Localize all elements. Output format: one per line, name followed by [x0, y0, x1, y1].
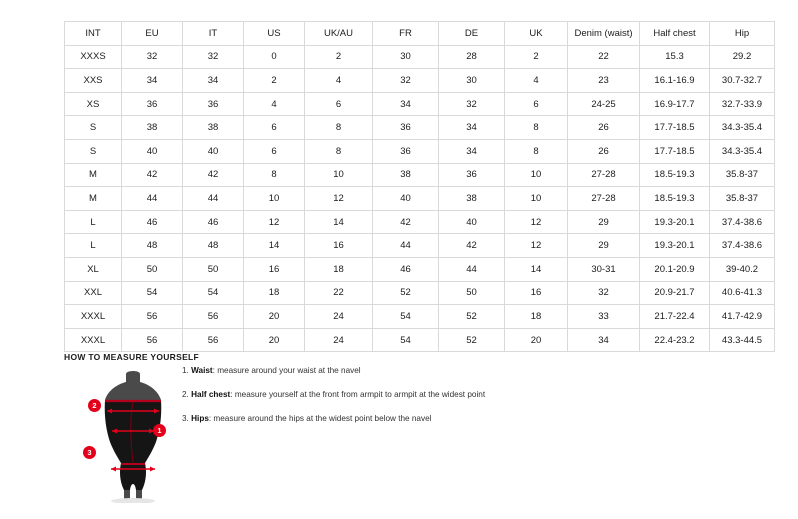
column-header-hip: Hip	[710, 22, 775, 46]
cell: 8	[305, 139, 373, 163]
cell: 34.3-35.4	[710, 139, 775, 163]
cell: 42	[373, 210, 439, 234]
cell: 17.7-18.5	[640, 139, 710, 163]
cell: 19.3-20.1	[640, 234, 710, 258]
cell: 29.2	[710, 45, 775, 69]
cell: 8	[244, 163, 305, 187]
size-chart-table	[64, 21, 775, 352]
cell: 36	[439, 163, 505, 187]
cell: XXXL	[65, 328, 122, 352]
marker-1: 1	[153, 424, 166, 437]
column-header-it: IT	[183, 22, 244, 46]
column-header-int: INT	[65, 22, 122, 46]
cell: 18	[505, 305, 568, 329]
cell: 34	[122, 69, 183, 93]
cell: 12	[505, 234, 568, 258]
cell: 34	[439, 116, 505, 140]
column-header-half-chest: Half chest	[640, 22, 710, 46]
cell: 30	[373, 45, 439, 69]
marker-2: 2	[88, 399, 101, 412]
mannequin-hips	[120, 463, 146, 490]
cell: 20.9-21.7	[640, 281, 710, 305]
cell: 22	[305, 281, 373, 305]
cell: 18.5-19.3	[640, 187, 710, 211]
cell: 29	[568, 210, 640, 234]
cell: M	[65, 187, 122, 211]
cell: 41.7-42.9	[710, 305, 775, 329]
cell: 36	[373, 116, 439, 140]
cell: 42	[122, 163, 183, 187]
table-header	[65, 22, 775, 46]
cell: 27-28	[568, 187, 640, 211]
cell: 22.4-23.2	[640, 328, 710, 352]
cell: 6	[244, 139, 305, 163]
note-term: Hips	[191, 413, 209, 423]
size-chart-table-wrapper	[64, 21, 763, 352]
table-row	[65, 116, 775, 140]
cell: 21.7-22.4	[640, 305, 710, 329]
cell: 38	[373, 163, 439, 187]
column-header-denim-waist: Denim (waist)	[568, 22, 640, 46]
column-header-us: US	[244, 22, 305, 46]
cell: 44	[183, 187, 244, 211]
cell: 8	[505, 116, 568, 140]
cell: XXS	[65, 69, 122, 93]
column-header-de: DE	[439, 22, 505, 46]
cell: 40	[439, 210, 505, 234]
cell: 34.3-35.4	[710, 116, 775, 140]
cell: 54	[373, 305, 439, 329]
cell: XS	[65, 92, 122, 116]
cell: 50	[439, 281, 505, 305]
cell: 23	[568, 69, 640, 93]
cell: 32.7-33.9	[710, 92, 775, 116]
cell: 22	[568, 45, 640, 69]
column-header-eu: EU	[122, 22, 183, 46]
table-row	[65, 257, 775, 281]
cell: 32	[183, 45, 244, 69]
cell: 19.3-20.1	[640, 210, 710, 234]
cell: 38	[122, 116, 183, 140]
table-row	[65, 69, 775, 93]
cell: 10	[305, 163, 373, 187]
cell: 14	[244, 234, 305, 258]
mannequin-shoulders	[105, 371, 161, 400]
table-row	[65, 92, 775, 116]
how-to-measure-title: HOW TO MEASURE YOURSELF	[64, 352, 200, 362]
cell: 16	[244, 257, 305, 281]
cell: 26	[568, 116, 640, 140]
cell: XXL	[65, 281, 122, 305]
cell: 34	[439, 139, 505, 163]
table-row	[65, 45, 775, 69]
measure-note-half-chest	[182, 390, 582, 400]
cell: 40	[122, 139, 183, 163]
note-term: Waist	[191, 366, 213, 375]
cell: 12	[305, 187, 373, 211]
cell: 39-40.2	[710, 257, 775, 281]
cell: 40	[373, 187, 439, 211]
cell: 30	[439, 69, 505, 93]
note-text: : measure around the hips at the widest point below the navel	[208, 413, 432, 423]
cell: 18	[305, 257, 373, 281]
cell: 44	[439, 257, 505, 281]
cell: S	[65, 116, 122, 140]
cell: 32	[122, 45, 183, 69]
cell: 37.4-38.6	[710, 234, 775, 258]
cell: 16.9-17.7	[640, 92, 710, 116]
cell: 20	[244, 328, 305, 352]
table-body	[65, 45, 775, 352]
cell: 10	[505, 187, 568, 211]
cell: 48	[183, 234, 244, 258]
note-index: 3.	[182, 413, 189, 423]
cell: 10	[505, 163, 568, 187]
cell: 30-31	[568, 257, 640, 281]
table-row	[65, 163, 775, 187]
cell: 20	[244, 305, 305, 329]
column-header-fr: FR	[373, 22, 439, 46]
cell: L	[65, 234, 122, 258]
cell: XXXS	[65, 45, 122, 69]
cell: 14	[305, 210, 373, 234]
cell: 52	[439, 305, 505, 329]
note-text: : measure around your waist at the navel	[212, 366, 361, 375]
cell: 42	[439, 234, 505, 258]
figure-shadow	[111, 498, 155, 503]
cell: 40.6-41.3	[710, 281, 775, 305]
cell: 27-28	[568, 163, 640, 187]
cell: 50	[122, 257, 183, 281]
note-index: 2.	[182, 389, 189, 399]
note-term: Half chest	[191, 389, 231, 399]
cell: 29	[568, 234, 640, 258]
cell: 6	[244, 116, 305, 140]
cell: 12	[505, 210, 568, 234]
cell: 34	[183, 69, 244, 93]
cell: 30.7-32.7	[710, 69, 775, 93]
cell: M	[65, 163, 122, 187]
measure-note-waist	[182, 366, 582, 376]
cell: 43.3-44.5	[710, 328, 775, 352]
cell: 24-25	[568, 92, 640, 116]
cell: 36	[373, 139, 439, 163]
cell: XXXL	[65, 305, 122, 329]
mannequin-illustration	[78, 368, 193, 503]
cell: 34	[373, 92, 439, 116]
cell: 18	[244, 281, 305, 305]
cell: 20	[505, 328, 568, 352]
cell: 42	[183, 163, 244, 187]
cell: 35.8-37	[710, 187, 775, 211]
cell: 38	[183, 116, 244, 140]
table-row	[65, 187, 775, 211]
cell: 52	[373, 281, 439, 305]
cell: 36	[183, 92, 244, 116]
cell: S	[65, 139, 122, 163]
cell: 56	[183, 305, 244, 329]
cell: 28	[439, 45, 505, 69]
cell: 32	[373, 69, 439, 93]
cell: 6	[305, 92, 373, 116]
cell: 17.7-18.5	[640, 116, 710, 140]
table-row	[65, 328, 775, 352]
cell: 4	[305, 69, 373, 93]
table-row	[65, 139, 775, 163]
cell: 8	[505, 139, 568, 163]
table-row	[65, 305, 775, 329]
cell: 4	[244, 92, 305, 116]
cell: 16.1-16.9	[640, 69, 710, 93]
column-header-uk-au: UK/AU	[305, 22, 373, 46]
cell: 46	[183, 210, 244, 234]
cell: 56	[122, 305, 183, 329]
cell: 56	[122, 328, 183, 352]
cell: 14	[505, 257, 568, 281]
table-row	[65, 234, 775, 258]
cell: 2	[244, 69, 305, 93]
cell: 4	[505, 69, 568, 93]
cell: 44	[373, 234, 439, 258]
cell: 46	[122, 210, 183, 234]
cell: 18.5-19.3	[640, 163, 710, 187]
cell: 24	[305, 305, 373, 329]
cell: 26	[568, 139, 640, 163]
cell: 32	[568, 281, 640, 305]
cell: 40	[183, 139, 244, 163]
measure-note-hips	[182, 414, 582, 424]
cell: 35.8-37	[710, 163, 775, 187]
cell: 46	[373, 257, 439, 281]
measure-notes	[182, 366, 582, 438]
table-row	[65, 210, 775, 234]
cell: L	[65, 210, 122, 234]
cell: 15.3	[640, 45, 710, 69]
column-header-uk: UK	[505, 22, 568, 46]
cell: 37.4-38.6	[710, 210, 775, 234]
cell: 32	[439, 92, 505, 116]
cell: 38	[439, 187, 505, 211]
cell: 33	[568, 305, 640, 329]
cell: 16	[305, 234, 373, 258]
table-row	[65, 281, 775, 305]
cell: 34	[568, 328, 640, 352]
cell: 20.1-20.9	[640, 257, 710, 281]
marker-3: 3	[83, 446, 96, 459]
cell: 50	[183, 257, 244, 281]
cell: 16	[505, 281, 568, 305]
cell: 8	[305, 116, 373, 140]
cell: 10	[244, 187, 305, 211]
cell: 54	[183, 281, 244, 305]
cell: 54	[373, 328, 439, 352]
cell: XL	[65, 257, 122, 281]
table-header-row	[65, 22, 775, 46]
note-index: 1.	[182, 366, 189, 375]
mannequin-figure	[78, 368, 193, 503]
cell: 12	[244, 210, 305, 234]
cell: 54	[122, 281, 183, 305]
cell: 24	[305, 328, 373, 352]
cell: 44	[122, 187, 183, 211]
note-text: : measure yourself at the front from armpit to armpit at the widest point	[230, 389, 486, 399]
cell: 0	[244, 45, 305, 69]
cell: 56	[183, 328, 244, 352]
cell: 6	[505, 92, 568, 116]
cell: 48	[122, 234, 183, 258]
cell: 36	[122, 92, 183, 116]
cell: 52	[439, 328, 505, 352]
cell: 2	[305, 45, 373, 69]
cell: 2	[505, 45, 568, 69]
